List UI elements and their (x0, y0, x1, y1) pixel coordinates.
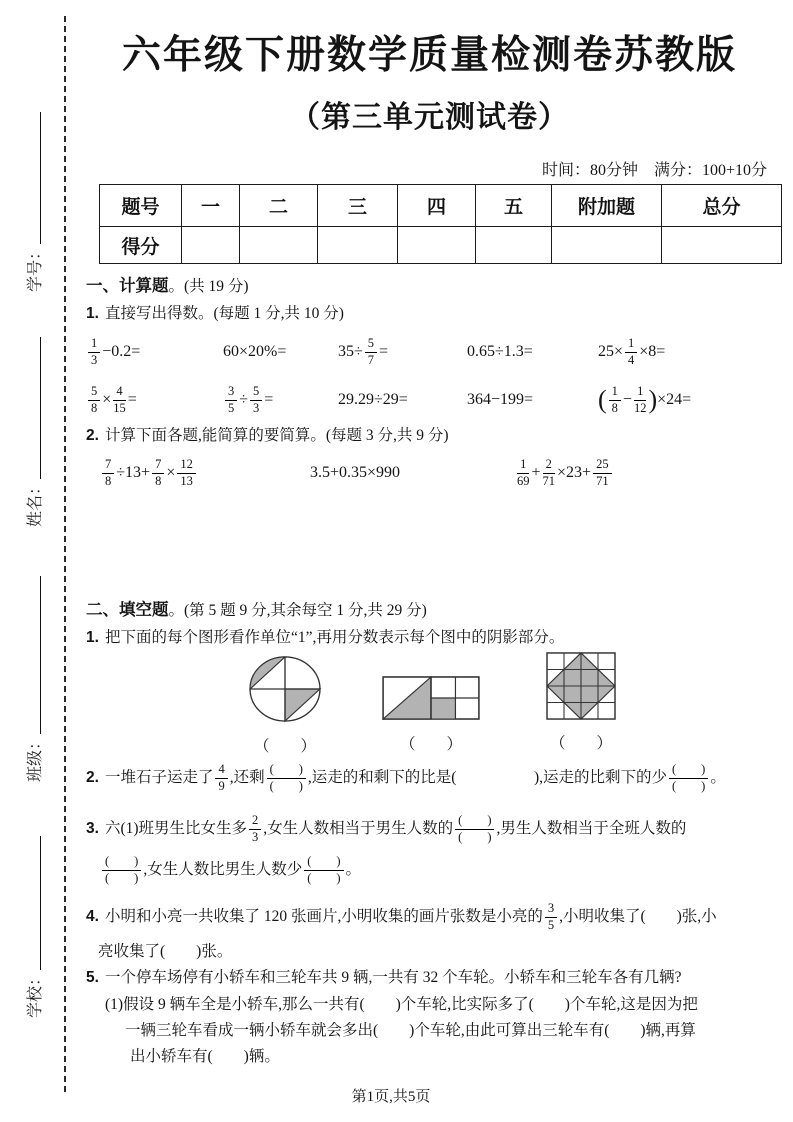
question-text: 一辆三轮车看成一辆小轿车就会多出( )个车轮,由此可算出三轮车有( )辆,再算 (125, 1022, 696, 1039)
question-number: 2. (86, 427, 99, 444)
score-table-header-cell: 题号 (100, 185, 182, 227)
score-table-header-cell: 二 (240, 185, 318, 227)
calc-expression: $\frac{5}{8}$ × $\frac{4}{15}$ = (86, 378, 137, 422)
sidebar-field-label: 学校： (26, 969, 44, 1018)
sidebar-field-name (20, 315, 46, 527)
calc-expression-row-2 (86, 378, 786, 422)
exam-time-score-info: 时间：80分钟 满分：100+10分 (541, 162, 767, 179)
score-cell (240, 227, 318, 264)
score-table-header-cell: 一 (182, 185, 240, 227)
score-table-header-cell: 三 (318, 185, 398, 227)
section-1-heading-rest: 。(共 19 分) (168, 278, 249, 295)
page-subtitle: （第三单元测试卷） (290, 101, 569, 134)
figure-rectangle-block (380, 676, 482, 754)
question-text: $\frac{( )}{( )}$ ,女生人数比男生人数少 $\frac{( )}{( )}$ 。 (100, 861, 361, 878)
blank-write-line (40, 112, 41, 244)
calc-expression: 25× $\frac{1}{4}$ ×8= (598, 335, 666, 367)
score-cell (398, 227, 476, 264)
question-text: (1)假设 9 辆车全是小轿车,那么一共有( )个车轮,比实际多了( )个车轮,这是因为把 (105, 996, 698, 1013)
shaded-cell (431, 698, 455, 719)
blank-write-line (40, 576, 41, 734)
sidebar-field-label: 姓名： (26, 478, 44, 527)
score-table-header-cell: 附加题 (552, 185, 662, 227)
sidebar-field-student-number (20, 92, 46, 292)
score-table-header-cell: 五 (476, 185, 552, 227)
section-2-question-4-line-1 (86, 902, 785, 933)
calc-expression: 364−199= (467, 391, 534, 408)
question-number: 2. (86, 768, 99, 786)
score-cell (476, 227, 552, 264)
score-table-header-cell: 四 (398, 185, 476, 227)
figure-grid-diamond (546, 652, 616, 720)
score-cell (182, 227, 240, 264)
score-cell (662, 227, 782, 264)
sidebar-field-school (20, 816, 46, 1018)
sidebar-field-label: 学号： (26, 243, 44, 292)
score-row-label: 得分 (100, 227, 182, 264)
blank-write-line (40, 836, 41, 970)
score-table (99, 184, 782, 264)
question-number: 5. (86, 969, 99, 986)
score-table-score-row (100, 227, 782, 264)
fold-dashed-line (64, 16, 66, 1092)
question-number: 4. (86, 907, 99, 925)
section-1-question-1 (86, 304, 785, 324)
section-2-question-1 (86, 628, 785, 648)
figure-grid-square-block (542, 652, 620, 753)
calc-expression: $\frac{7}{8}$ ÷13+ $\frac{7}{8}$ × $\frac{12}{13}$ (100, 448, 198, 498)
section-2-question-3-line-1 (86, 814, 785, 845)
calc-expression: 35÷ $\frac{5}{7}$ = (338, 335, 389, 367)
figure-caption: （ ） (399, 736, 462, 753)
question-text: 出小轿车有( )辆。 (130, 1048, 280, 1065)
figure-caption: （ ） (253, 738, 316, 755)
calc-expression: 29.29÷29= (338, 391, 408, 408)
calc-expression: 3.5+0.35×990 (310, 464, 401, 481)
question-number: 3. (86, 819, 99, 837)
score-cell (552, 227, 662, 264)
question-text: 计算下面各题,能简算的要简算。(每题 3 分,共 9 分) (104, 427, 449, 444)
calc-expression: 0.65÷1.3= (467, 343, 533, 360)
calc-expression: $\frac{1}{3}$ −0.2= (86, 330, 140, 374)
section-2-question-5 (86, 968, 785, 988)
section-2-heading (86, 600, 785, 621)
calc-expression: $\frac{3}{5}$ ÷ $\frac{5}{3}$ = (223, 378, 273, 422)
question-number: 1. (86, 305, 99, 322)
score-table-header-row (100, 185, 782, 227)
calc-expression: 60×20%= (223, 343, 287, 360)
blank-write-line (40, 337, 41, 479)
figure-circle-quarters (248, 655, 322, 723)
section-1-question-2 (86, 426, 785, 446)
calc-expression-row-1 (86, 330, 786, 374)
section-1-heading (86, 276, 785, 297)
figure-caption: （ ） (549, 735, 612, 752)
question-text: 亮收集了( )张。 (98, 943, 233, 960)
question-text: 六(1)班男生比女生多 $\frac{2}{3}$ ,女生人数相当于男生人数的 $\frac{( )}{( )}$ ,男生人数相当于全班人数的 (104, 813, 687, 844)
page-title: 六年级下册数学质量检测卷苏教版 (121, 34, 737, 77)
section-2-question-5-sub1-line-3 (86, 1047, 785, 1067)
question-number: 1. (86, 629, 99, 646)
fraction-figures-row (86, 652, 786, 764)
footer-page-number: 第1页,共5页 (351, 1089, 431, 1105)
simplify-expression-row (86, 448, 786, 498)
section-2-heading-rest: 。(第 5 题 9 分,其余每空 1 分,共 29 分) (168, 602, 427, 619)
section-2-question-4-line-2 (86, 942, 785, 962)
question-text: 把下面的每个图形看作单位“1”,再用分数表示每个图中的阴影部分。 (104, 629, 565, 646)
calc-expression: $\frac{1}{69}$ + $\frac{2}{71}$ ×23+ $\frac{25}{71}$ (515, 448, 614, 498)
sidebar-field-label: 班级： (26, 733, 44, 782)
score-table-header-cell: 总分 (662, 185, 782, 227)
question-text: 一个停车场停有小轿车和三轮车共 9 辆,一共有 32 个车轮。小轿车和三轮车各有几辆? (104, 969, 682, 986)
figure-circle-block (246, 655, 324, 756)
section-1-heading-bold: 一、计算题 (86, 277, 169, 295)
figure-rectangle-parts (382, 676, 480, 720)
section-2-question-2 (86, 763, 785, 794)
question-text: 直接写出得数。(每题 1 分,共 10 分) (104, 305, 344, 322)
question-text: 小明和小亮一共收集了 120 张画片,小明收集的画片张数是小亮的 $\frac{3}{5}$ ,小明收集了( )张,小 (104, 901, 717, 932)
section-2-heading-bold: 二、填空题 (86, 601, 169, 619)
calc-expression: ( $\frac{1}{8}$ − $\frac{1}{12}$ ) ×24= (598, 383, 692, 415)
section-2-question-5-sub1-line-1 (86, 995, 785, 1015)
score-cell (318, 227, 398, 264)
section-2-question-5-sub1-line-2 (86, 1021, 785, 1041)
section-2-question-3-line-2 (86, 855, 785, 886)
question-text: 一堆石子运走了 $\frac{4}{9}$ ,还剩 $\frac{( )}{( )}$ ,运走的和剩下的比是( ),运走的比剩下的少 $\frac{( )}{( )}$ 。 (104, 762, 726, 793)
sidebar-field-class (20, 554, 46, 782)
